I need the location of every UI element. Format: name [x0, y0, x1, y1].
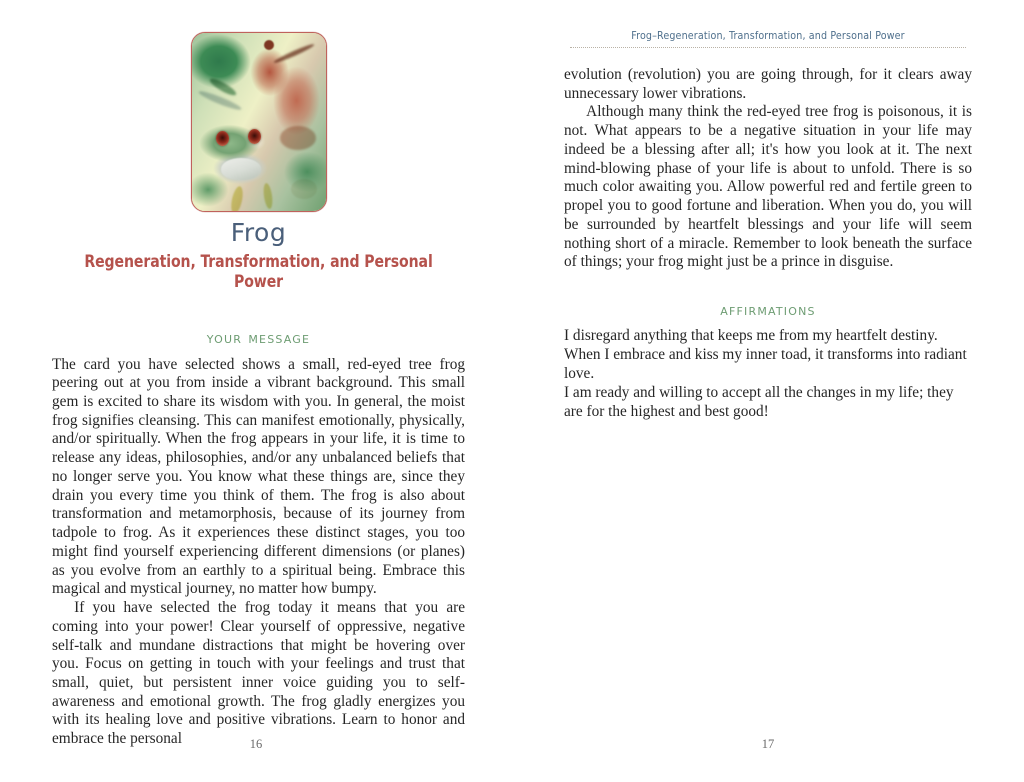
body-paragraph: The card you have selected shows a small, red-eyed tree frog peering out at you from inside a vibrant background. This small gem is excited to share its wisdom with you. In general, the moist frog signifies cleansing. This can manifest emotionally, physically, and/or spiritually. When the frog appears in your life, it is time to release any ideas, philosophies, and/or any unbalanced beliefs that no longer serve you. You know what these things are, since they drain you every time you think of them. The frog is also about transformation and metamorphosis, because of its journey from tadpole to frog. As it experiences these distinct stages, you too might find yourself experiencing different dimensions (or planes) as you evolve from an earthly to a spiritual being. Embrace this magical and mystical journey, no matter how bumpy.	[52, 355, 465, 598]
affirmation-item: When I embrace and kiss my inner toad, it transforms into radiant love.	[564, 345, 967, 382]
body-paragraph: Although many think the red-eyed tree frog is poisonous, it is not. What appears to be a negative situation in your life may indeed be a blessing after all; it's how you look at it. The next mind-blowing phase of your life is about to unfold. There is so much color awaiting you. Allow powerful red and fertile green to propel you to good fortune and liberation. When you do, you will be surrounded by heartfelt blessings and your life will seem nothing short of a miracle. Remember to look beneath the surface of things; your frog might just be a prince in disguise.	[564, 103, 972, 271]
section-heading-your-message: your message	[206, 327, 311, 347]
affirmations-list	[564, 327, 972, 421]
section-heading-affirmations: affirmations	[720, 300, 816, 320]
page-number-right: 17	[761, 737, 775, 751]
art-blot-icon	[291, 179, 317, 199]
frog-eye-right-icon	[248, 129, 261, 144]
frog-snout	[221, 158, 261, 180]
art-blot-icon	[280, 126, 316, 150]
right-page	[512, 0, 1024, 782]
body-paragraph: evolution (revolution) you are going through, for it clears away unnecessary lower vibrations.	[564, 66, 972, 102]
page-subtitle: Regeneration, Transformation, and Personal Power	[84, 251, 433, 292]
affirmation-item: I am ready and willing to accept all the changes in my life; they are for the highest and best good!	[564, 383, 954, 420]
page-title: Frog	[230, 218, 287, 247]
card-image-container	[52, 32, 465, 212]
running-head-spacer	[564, 48, 972, 66]
running-head: Frog–Regeneration, Transformation, and Personal Power	[570, 30, 966, 48]
affirmation-item: I disregard anything that keeps me from my heartfelt destiny.	[564, 327, 938, 345]
frog-card-image	[191, 32, 327, 212]
body-paragraph: If you have selected the frog today it means that you are coming into your power! Clear yourself of oppressive, negative self-talk and mundane distractions that might be hovering over you. Focus on getting in touch with your feelings and trust that small, quiet, but persistent inner voice guiding you to self-awareness and emotional growth. The frog gladly energizes you with its healing love and positive vibrations. Learn to honor and embrace the personal	[52, 599, 465, 748]
page-number-left: 16	[249, 737, 263, 751]
art-blot-icon	[264, 40, 274, 50]
frog-eye-left-icon	[216, 131, 229, 146]
